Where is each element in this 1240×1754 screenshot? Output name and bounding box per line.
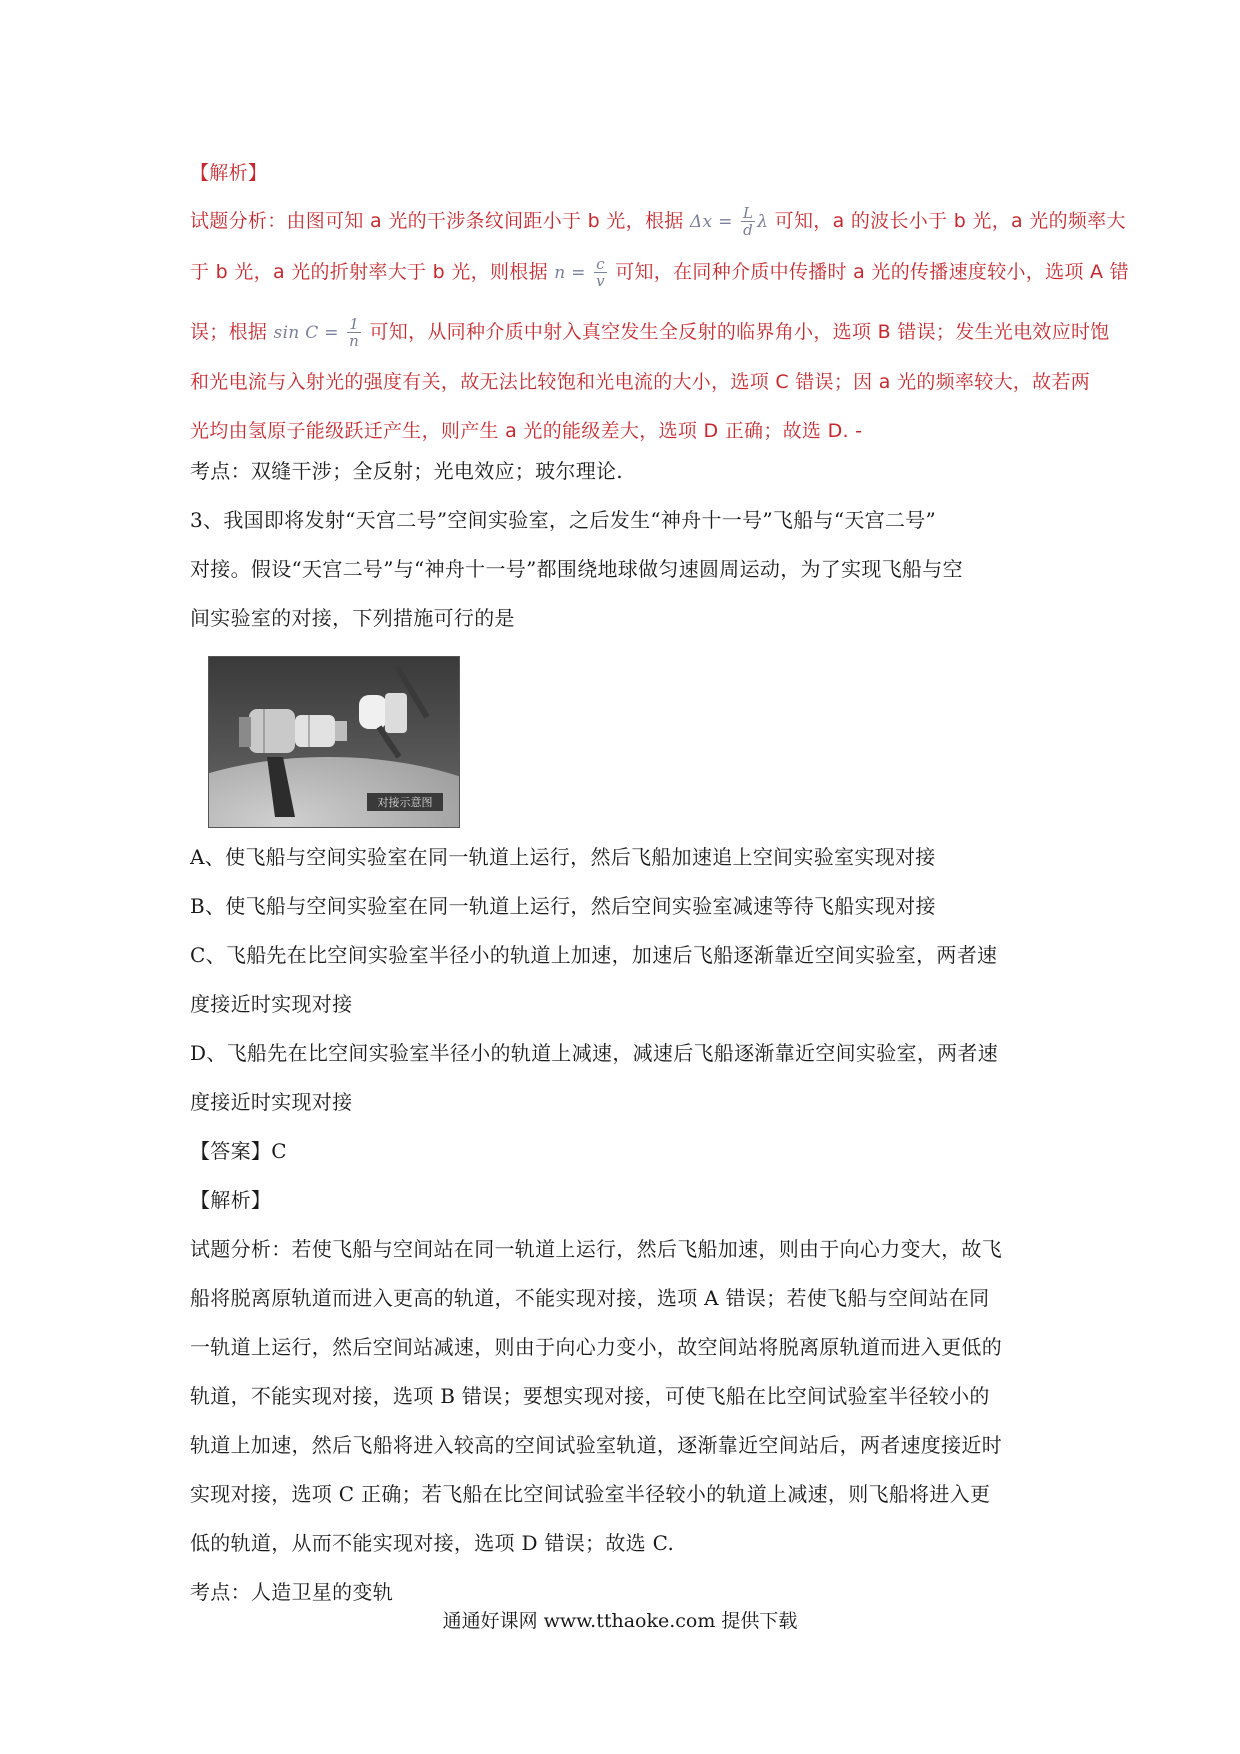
analysis-text-line: 试题分析：若使飞船与空间站在同一轨道上运行，然后飞船加速，则由于向心力变大，故飞 bbox=[190, 1237, 1002, 1261]
option-c-line-2: 度接近时实现对接 bbox=[190, 992, 353, 1016]
text-segment: 可知，a 的波长小于 b 光，a 光的频率大 bbox=[774, 210, 1126, 232]
option-c-line-1: C、飞船先在比空间实验室半径小的轨道上加速，加速后飞船逐渐靠近空间实验室，两者速 bbox=[190, 943, 998, 967]
text-segment: 于 b 光，a 光的折射率大于 b 光，则根据 bbox=[190, 261, 548, 283]
analysis-text-line: 低的轨道，从而不能实现对接，选项 D 错误；故选 C. bbox=[190, 1531, 675, 1555]
formula-sin-c: sin C = bbox=[273, 323, 339, 343]
fraction-1-over-n bbox=[347, 316, 361, 349]
lambda-symbol: λ bbox=[757, 212, 769, 232]
fraction-l-over-d bbox=[741, 205, 755, 238]
image-caption: 对接示意图 bbox=[377, 796, 433, 809]
analysis-text-line: 实现对接，选项 C 正确；若飞船在比空间试验室半径较小的轨道上减速，则飞船将进入更 bbox=[190, 1482, 991, 1506]
formula-n: n = bbox=[554, 263, 586, 283]
answer: 【答案】C bbox=[190, 1139, 287, 1163]
analysis-line-5: 光均由氢原子能级跃迁产生，则产生 a 光的能级差大，选项 D 正确；故选 D. - bbox=[190, 420, 863, 442]
question-stem-line-1: 3、我国即将发射“天宫二号”空间实验室，之后发生“神舟十一号”飞船与“天宫二号” bbox=[190, 508, 937, 532]
question-stem-line-3: 间实验室的对接，下列措施可行的是 bbox=[190, 606, 515, 630]
fraction-numerator: 1 bbox=[347, 316, 361, 333]
page-footer: 通通好课网 www.tthaoke.com 提供下载 bbox=[442, 1610, 798, 1632]
fraction-denominator: d bbox=[743, 221, 754, 239]
earth bbox=[209, 757, 459, 827]
formula-delta-x: Δx = bbox=[689, 212, 733, 232]
text-segment: 可知，从同种介质中射入真空发生全反射的临界角小，选项 B 错误；发生光电效应时饱 bbox=[369, 321, 1110, 343]
fraction-numerator: L bbox=[742, 204, 754, 222]
option-b: B、使飞船与空间实验室在同一轨道上运行，然后空间实验室减速等待飞船实现对接 bbox=[190, 894, 936, 918]
analysis-line-1 bbox=[190, 204, 1126, 239]
analysis-text-line: 一轨道上运行，然后空间站减速，则由于向心力变小，故空间站将脱离原轨道而进入更低的 bbox=[190, 1335, 1002, 1359]
analysis-text-line: 轨道上加速，然后飞船将进入较高的空间试验室轨道，逐渐靠近空间站后，两者速度接近时 bbox=[190, 1433, 1002, 1457]
analysis-line-2 bbox=[190, 255, 1129, 290]
analysis-text-line: 船将脱离原轨道而进入更高的轨道，不能实现对接，选项 A 错误；若使飞船与空间站在同 bbox=[190, 1286, 990, 1310]
kaodian-1: 考点：双缝干涉；全反射；光电效应；玻尔理论. bbox=[190, 459, 623, 483]
option-d-line-2: 度接近时实现对接 bbox=[190, 1090, 353, 1114]
docking-illustration bbox=[208, 656, 460, 828]
option-a: A、使飞船与空间实验室在同一轨道上运行，然后飞船加速追上空间实验室实现对接 bbox=[190, 845, 936, 869]
spacecraft-left bbox=[239, 709, 347, 753]
fraction-numerator: c bbox=[594, 256, 607, 273]
fraction-c-over-v bbox=[594, 256, 607, 289]
fraction-denominator: n bbox=[349, 332, 360, 350]
analysis-text-line: 轨道，不能实现对接，选项 B 错误；要想实现对接，可使飞船在比空间试验室半径较小的 bbox=[190, 1384, 990, 1408]
docking-image-svg bbox=[209, 657, 459, 827]
analysis-heading-2: 【解析】 bbox=[190, 1188, 272, 1212]
fraction-denominator: v bbox=[596, 272, 605, 290]
question-stem-line-2: 对接。假设“天宫二号”与“神舟十一号”都围绕地球做匀速圆周运动，为了实现飞船与空 bbox=[190, 557, 963, 581]
analysis-heading: 【解析】 bbox=[190, 162, 268, 184]
analysis-line-4: 和光电流与入射光的强度有关，故无法比较饱和光电流的大小，选项 C 错误；因 a 光的频率较大，故若两 bbox=[190, 371, 1091, 393]
kaodian-2: 考点：人造卫星的变轨 bbox=[190, 1580, 393, 1604]
option-d-line-1: D、飞船先在比空间实验室半径小的轨道上减速，减速后飞船逐渐靠近空间实验室，两者速 bbox=[190, 1041, 999, 1065]
analysis-line-3 bbox=[190, 315, 1110, 350]
text-segment: 试题分析：由图可知 a 光的干涉条纹间距小于 b 光，根据 bbox=[190, 210, 684, 232]
text-segment: 可知，在同种介质中传播时 a 光的传播速度较小，选项 A 错 bbox=[615, 261, 1129, 283]
text-segment: 误；根据 bbox=[190, 321, 268, 343]
